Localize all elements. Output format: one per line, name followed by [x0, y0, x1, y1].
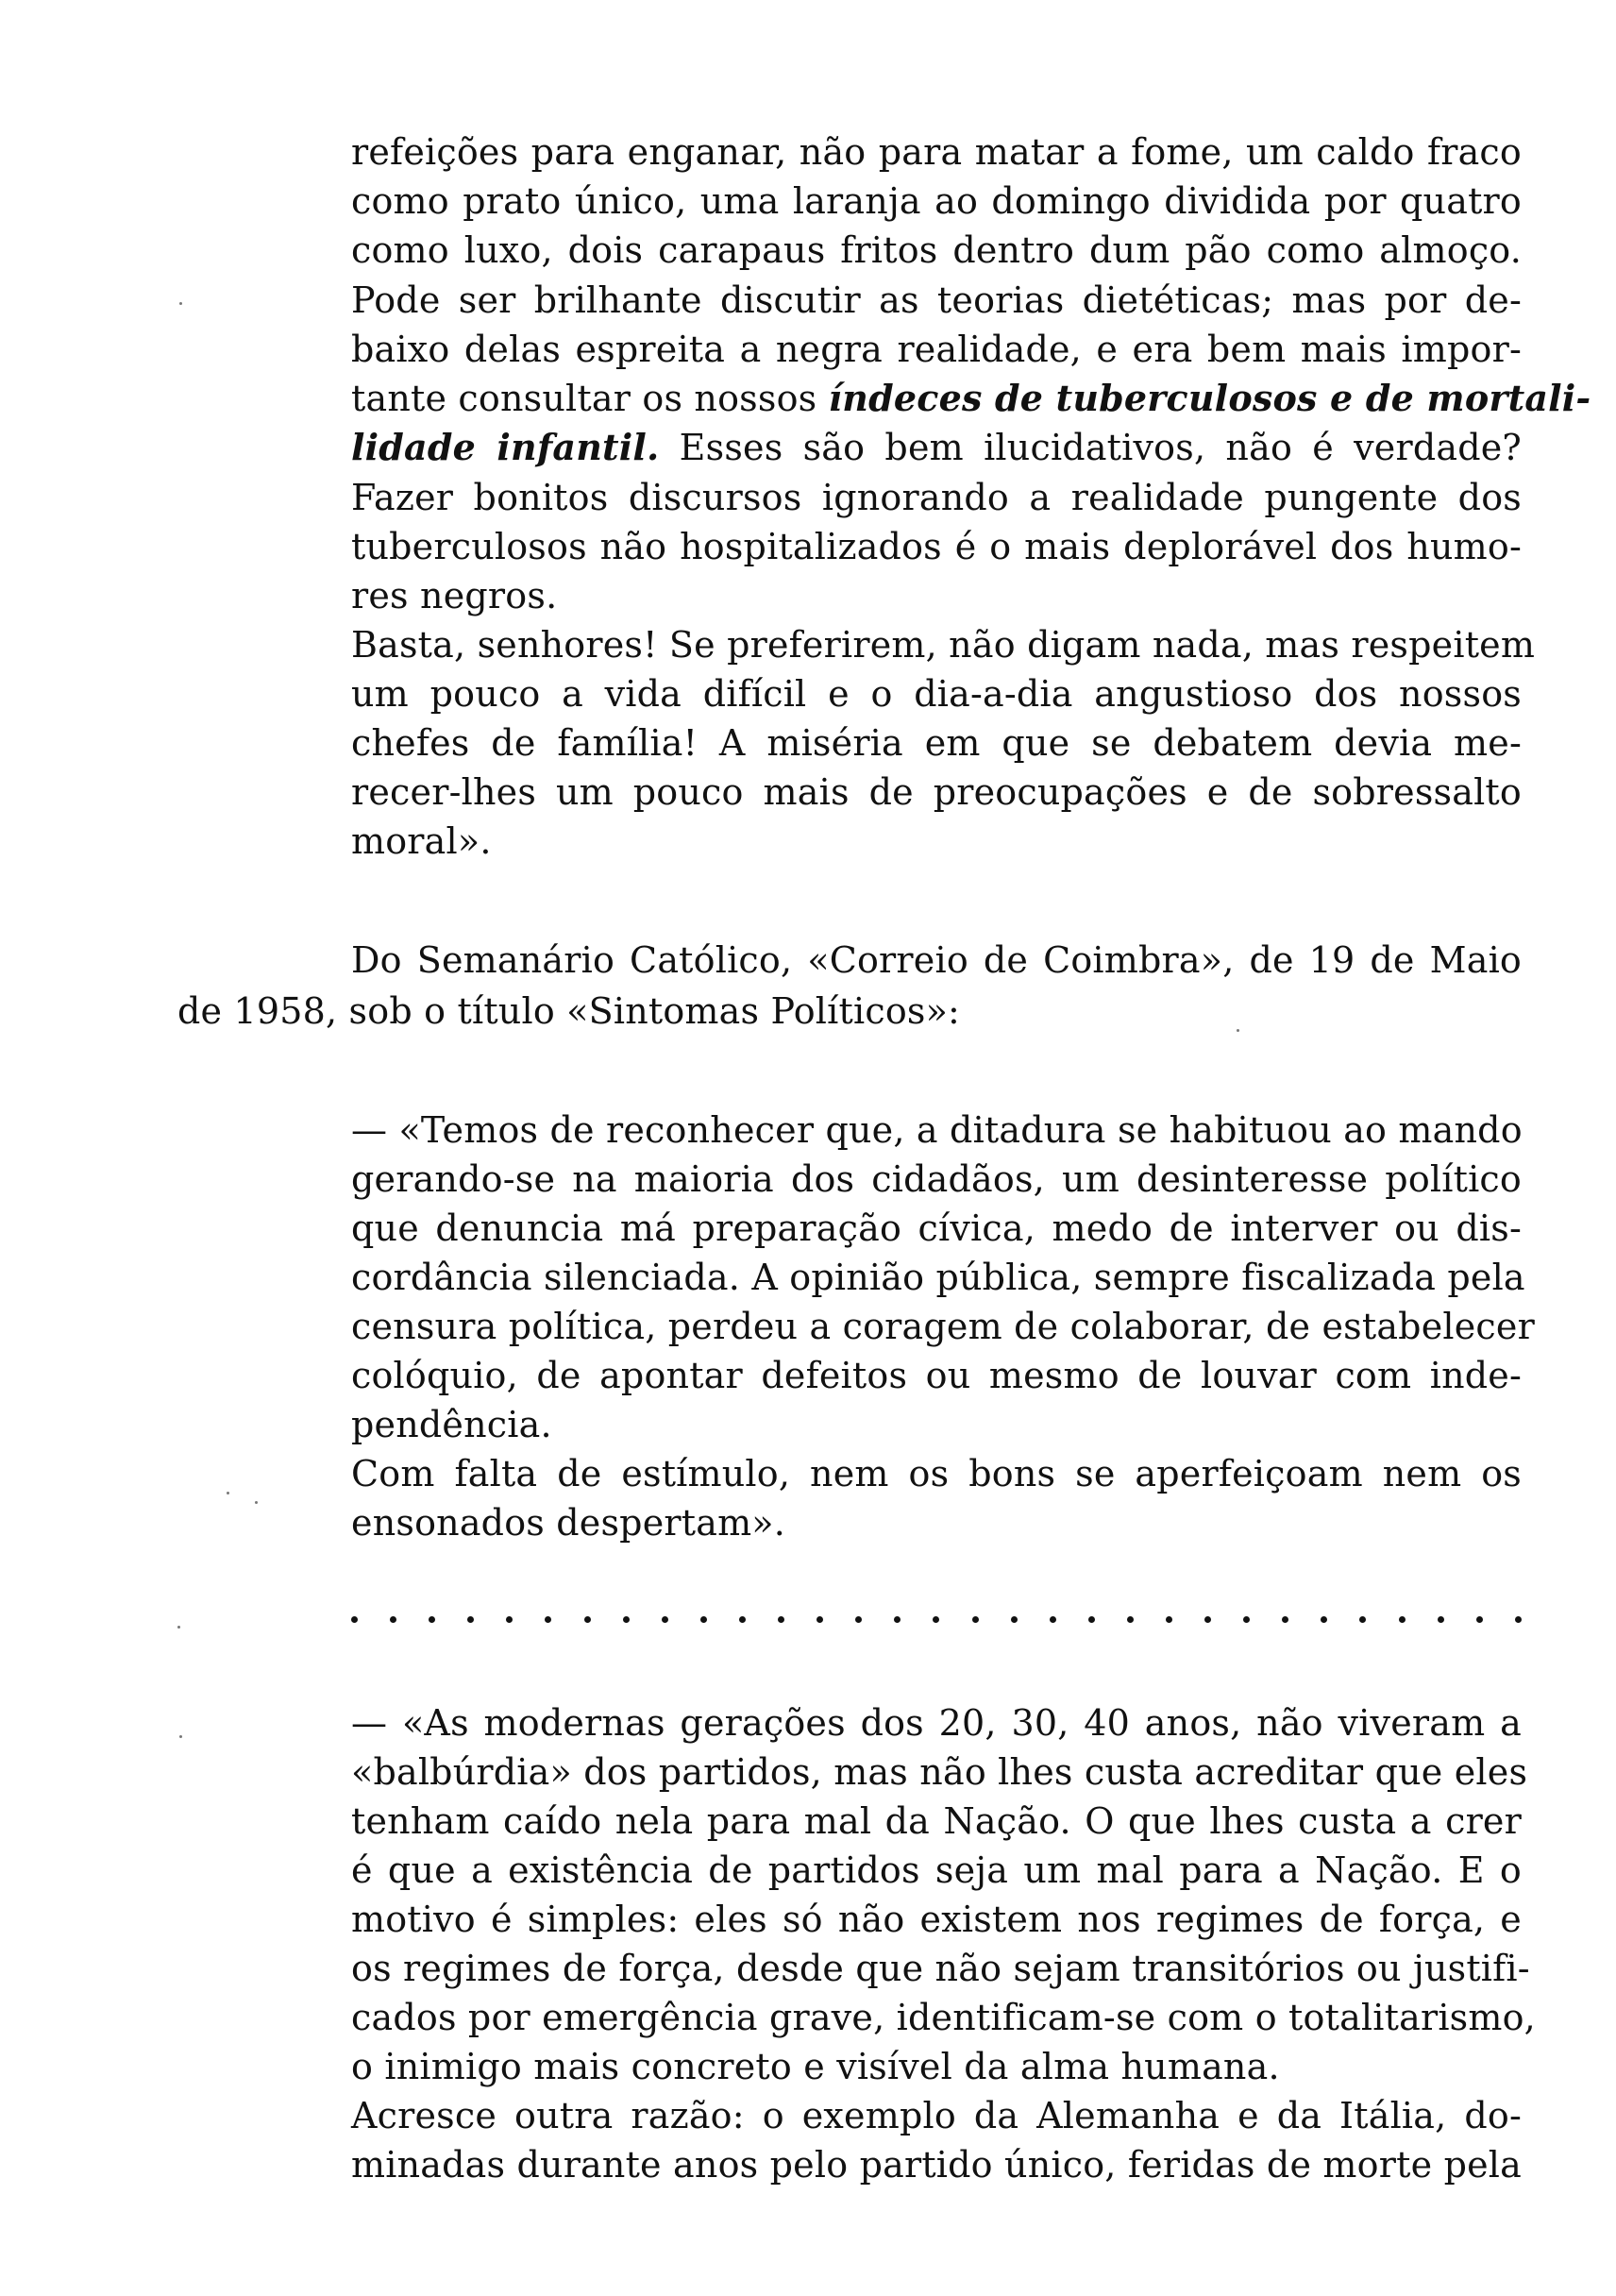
paragraph-1-italic-phrase-2: lidade infantil.: [351, 426, 660, 468]
quote-2-line-3: tenham caído nela para mal da Nação. O que lhes custa a crer: [351, 1800, 1522, 1842]
separator-dot: [429, 1616, 435, 1623]
paragraph-1-line-6: [351, 375, 1591, 422]
quote-1-line-8: Com falta de estímulo, nem os bons se aperfeiçoam nem os: [351, 1453, 1522, 1494]
separator-dot: [1399, 1616, 1406, 1623]
quote-2-line-6: os regimes de força, desde que não sejam transitórios ou justifi-: [351, 1948, 1530, 1989]
separator-dot: [1282, 1616, 1288, 1623]
separator-dot: [351, 1616, 358, 1623]
quote-2-line-10: minadas durante anos pelo partido único, feridas de morte pela: [351, 2144, 1522, 2186]
paragraph-2-line-4: recer-lhes um pouco mais de preocupações e de sobressalto: [351, 771, 1522, 813]
paragraph-1-line-7-text: Esses são bem ilucidativos, não é verdade?: [659, 427, 1522, 468]
quote-2-line-8: o inimigo mais concreto e visível da alma humana.: [351, 2046, 1280, 2087]
separator-dot: [662, 1616, 668, 1623]
paragraph-2-line-3: chefes de família! A miséria em que se debatem devia me-: [351, 722, 1522, 764]
paragraph-1-line-3: como luxo, dois carapaus fritos dentro dum pão como almoço.: [351, 229, 1522, 271]
separator-dot: [1088, 1616, 1095, 1623]
quote-2-line-9: Acresce outra razão: o exemplo da Alemanha e da Itália, do-: [351, 2095, 1522, 2136]
paragraph-1-line-10: res negros.: [351, 575, 558, 616]
scan-speck: [179, 1735, 182, 1738]
paragraph-1-line-6-text: tante consultar os nossos: [351, 378, 829, 419]
paragraph-2-line-5: moral».: [351, 820, 492, 862]
paragraph-1-line-4: Pode ser brilhante discutir as teorias dietéticas; mas por de-: [351, 279, 1522, 321]
separator-dot: [1243, 1616, 1250, 1623]
paragraph-2-line-1: Basta, senhores! Se preferirem, não digam nada, mas respeitem: [351, 624, 1536, 666]
separator-dot: [1476, 1616, 1483, 1623]
scan-speck: [179, 302, 182, 305]
quote-1-line-3: que denuncia má preparação cívica, medo de interver ou dis-: [351, 1207, 1522, 1249]
quote-1-line-6: colóquio, de apontar defeitos ou mesmo de louvar com inde-: [351, 1355, 1522, 1396]
separator-dot: [972, 1616, 979, 1623]
ellipsis-separator: [351, 1605, 1522, 1633]
paragraph-1-line-8: Fazer bonitos discursos ignorando a realidade pungente dos: [351, 477, 1522, 518]
quote-1-line-2: gerando-se na maioria dos cidadãos, um desinteresse político: [351, 1158, 1522, 1200]
separator-dot: [545, 1616, 551, 1623]
scan-speck: [177, 1626, 180, 1629]
separator-dot: [1127, 1616, 1134, 1623]
paragraph-1-line-2: como prato único, uma laranja ao domingo dividida por quatro: [351, 180, 1522, 222]
paragraph-1-line-5: baixo delas espreita a negra realidade, e era bem mais impor-: [351, 329, 1522, 370]
separator-dot: [1166, 1616, 1172, 1623]
paragraph-1-line-7: [351, 424, 1522, 471]
quote-2-line-1: — «As modernas gerações dos 20, 30, 40 anos, não viveram a: [351, 1702, 1522, 1744]
separator-dot: [584, 1616, 591, 1623]
separator-dot: [700, 1616, 707, 1623]
separator-dot: [1011, 1616, 1018, 1623]
separator-dot: [1515, 1616, 1522, 1623]
intro-line-2: de 1958, sob o título «Sintomas Políticos»:: [177, 990, 961, 1032]
separator-dot: [623, 1616, 630, 1623]
separator-dot: [739, 1616, 746, 1623]
quote-1-line-7: pendência.: [351, 1404, 552, 1445]
intro-line-1: Do Semanário Católico, «Correio de Coimbra», de 19 de Maio: [351, 939, 1522, 981]
paragraph-1-italic-phrase-1: índeces de tuberculosos e de mortali-: [828, 377, 1591, 419]
separator-dot: [1438, 1616, 1444, 1623]
separator-dot: [467, 1616, 474, 1623]
separator-dot: [1050, 1616, 1056, 1623]
separator-dot: [894, 1616, 901, 1623]
separator-dot: [855, 1616, 862, 1623]
quote-2-line-7: cados por emergência grave, identificam-se com o totalitarismo,: [351, 1997, 1536, 2038]
scan-speck: [1237, 1029, 1239, 1032]
separator-dot: [1204, 1616, 1211, 1623]
quote-1-line-9: ensonados despertam».: [351, 1502, 786, 1544]
paragraph-2-line-2: um pouco a vida difícil e o dia-a-dia angustioso dos nossos: [351, 673, 1522, 715]
separator-dot: [506, 1616, 513, 1623]
quote-1-line-5: censura política, perdeu a coragem de colaborar, de estabelecer: [351, 1306, 1535, 1347]
quote-1-line-1: — «Temos de reconhecer que, a ditadura se habituou ao mando: [351, 1109, 1523, 1151]
separator-dot: [1321, 1616, 1327, 1623]
separator-dot: [778, 1616, 784, 1623]
quote-1-line-4: cordância silenciada. A opinião pública, sempre fiscalizada pela: [351, 1257, 1525, 1298]
paragraph-1-line-9: tuberculosos não hospitalizados é o mais deplorável dos humo-: [351, 526, 1522, 567]
separator-dot: [933, 1616, 939, 1623]
paragraph-1-line-1: refeições para enganar, não para matar a fome, um caldo fraco: [351, 131, 1522, 173]
quote-2-line-4: é que a existência de partidos seja um mal para a Nação. E o: [351, 1849, 1522, 1891]
scan-speck: [227, 1492, 229, 1494]
quote-2-line-5: motivo é simples: eles só não existem nos regimes de força, e: [351, 1899, 1522, 1940]
scan-speck: [255, 1501, 258, 1504]
separator-dot: [1359, 1616, 1366, 1623]
separator-dot: [390, 1616, 396, 1623]
quote-2-line-2: «balbúrdia» dos partidos, mas não lhes custa acreditar que eles: [351, 1751, 1528, 1793]
separator-dot: [816, 1616, 823, 1623]
